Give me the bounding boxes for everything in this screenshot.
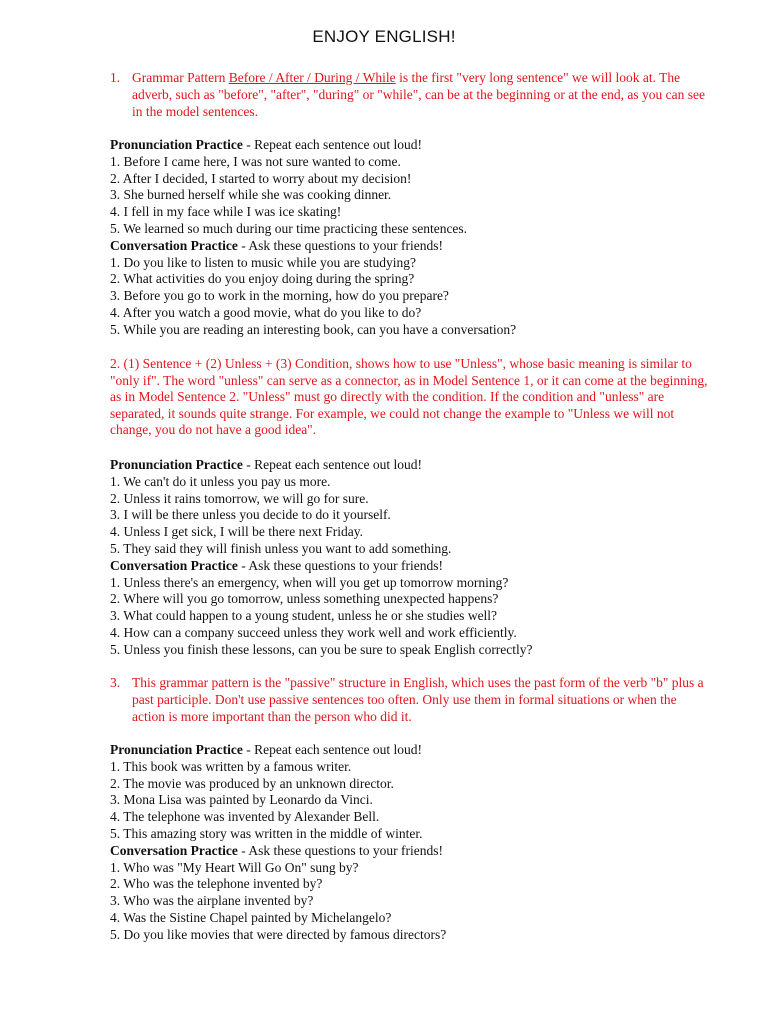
section-3-intro-text: This grammar pattern is the "passive" structure in English, which uses the past form of the verb "b" plus a past participle. Don't use passive sentences too often. Only use them in formal situations or when the action is more important than the person who did it. [132,675,704,724]
pronunciation-instruction: - Repeat each sentence out loud! [242,137,423,152]
question-item: 4. After you watch a good movie, what do you like to do? [110,304,422,320]
question-item: 1. Do you like to listen to music while you are studying? [110,254,416,270]
sentence-item: 1. Before I came here, I was not sure wanted to come. [110,153,401,169]
conversation-heading: Conversation Practice [110,842,238,858]
pronunciation-heading: Pronunciation Practice [110,742,243,757]
sentence-item: 3. She burned herself while she was cooking dinner. [110,187,392,203]
section-2-pronunciation [110,457,730,659]
sentence-item: 1. This book was written by a famous writer. [110,758,352,774]
section-3-intro [110,675,710,725]
pronunciation-heading: Pronunciation Practice [110,137,243,152]
conversation-instruction: - Ask these questions to your friends! [237,842,443,858]
sentence-item: 2. Unless it rains tomorrow, we will go for sure. [110,490,369,506]
section-3-number: 3. [110,675,121,690]
sentence-item: 5. We learned so much during our time practicing these sentences. [110,220,468,236]
sentence-item: 5. This amazing story was written in the middle of winter. [110,825,423,841]
section-1-pronunciation [110,137,730,339]
question-item: 5. While you are reading an interesting book, can you have a conversation? [110,321,517,337]
conversation-instruction: - Ask these questions to your friends! [237,237,443,253]
section-1-number: 1. [110,70,121,85]
question-item: 5. Do you like movies that were directed by famous directors? [110,926,447,942]
question-item: 1. Who was "My Heart Will Go On" sung by? [110,859,359,875]
sentence-item: 4. I fell in my face while I was ice skating! [110,204,342,220]
section-3-pronunciation [110,742,730,944]
section-3-pronunciation-header [110,742,730,759]
section-1-pattern-link: Before / After / During / While [228,70,396,85]
question-item: 3. Before you go to work in the morning, how do you prepare? [110,288,449,304]
conversation-heading: Conversation Practice [110,557,238,573]
section-1-intro-start: Grammar Pattern [132,70,229,85]
question-item: 2. Where will you go tomorrow, unless something unexpected happens? [110,591,499,607]
sentence-item: 3. I will be there unless you decide to do it yourself. [110,507,391,523]
question-item: 1. Unless there's an emergency, when will you get up tomorrow morning? [110,574,509,590]
question-item: 3. Who was the airplane invented by? [110,893,314,909]
section-2-intro: 2. (1) Sentence + (2) Unless + (3) Condition, shows how to use "Unless", whose basic meaning is similar to "only if". The word "unless" can serve as a connector, as in Model Sentence 1, or it can come at the beginning, as in Model Sentence 2. "Unless" must go directly with the condition. If the condition and "unless" are separated, it sounds quite strange. For example, we could not change the example to "Unless we will not change, you do not have a good idea". [110,356,708,437]
sentence-item: 2. After I decided, I started to worry about my decision! [110,170,412,186]
sentence-item: 3. Mona Lisa was painted by Leonardo da Vinci. [110,792,373,808]
sentence-item: 1. We can't do it unless you pay us more. [110,473,331,489]
pronunciation-instruction: - Repeat each sentence out loud! [242,742,423,757]
section-2-pronunciation-header [110,457,730,474]
sentence-item: 4. The telephone was invented by Alexander Bell. [110,809,380,825]
question-item: 4. How can a company succeed unless they work well and work efficiently. [110,624,517,640]
conversation-heading: Conversation Practice [110,237,238,253]
section-2-conversation-header [110,558,730,575]
question-item: 2. What activities do you enjoy doing during the spring? [110,271,415,287]
question-item: 4. Was the Sistine Chapel painted by Michelangelo? [110,909,392,925]
section-1-intro-text [132,70,710,120]
pronunciation-heading: Pronunciation Practice [110,457,243,472]
sentence-item: 2. The movie was produced by an unknown director. [110,775,394,791]
question-item: 3. What could happen to a young student, unless he or she studies well? [110,608,498,624]
page-title: ENJOY ENGLISH! [312,27,456,46]
question-item: 2. Who was the telephone invented by? [110,876,323,892]
section-1-pronunciation-header [110,137,730,154]
section-3-conversation-header [110,843,730,860]
conversation-instruction: - Ask these questions to your friends! [237,557,443,573]
pronunciation-instruction: - Repeat each sentence out loud! [242,457,423,472]
sentence-item: 5. They said they will finish unless you want to add something. [110,540,452,556]
section-1-intro [110,70,710,120]
question-item: 5. Unless you finish these lessons, can you be sure to speak English correctly? [110,641,533,657]
section-1-conversation-header [110,238,730,255]
sentence-item: 4. Unless I get sick, I will be there next Friday. [110,524,363,540]
section-1-intro-end: is the first "very long sentence" we will look at. The adverb, such as "before", "after", "during" or "while", can be at the beginning or at the end, as you can see in the model sentences. [132,70,706,119]
